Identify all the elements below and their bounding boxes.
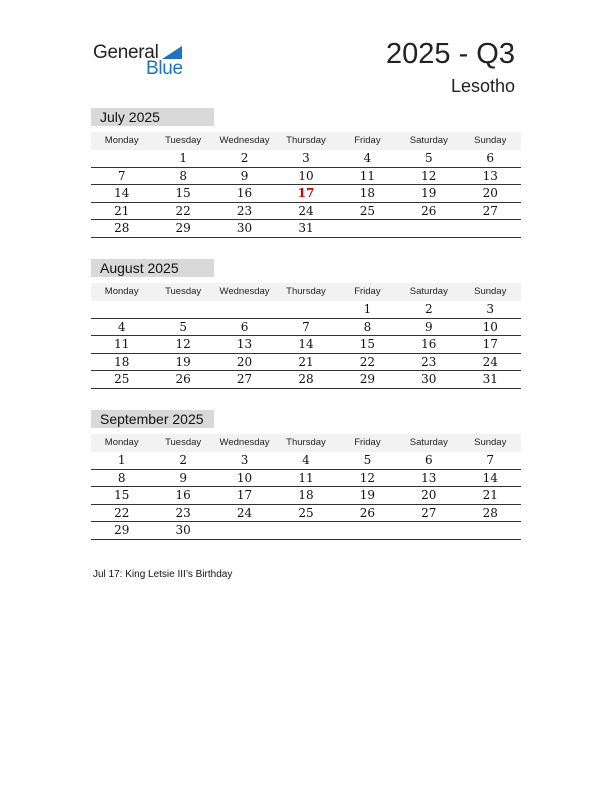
day-cell: 21	[114, 203, 130, 218]
day-cell: 18	[359, 186, 376, 200]
day-cell: 14	[114, 186, 130, 200]
day-cell: 22	[175, 203, 191, 218]
day-cell: 26	[359, 505, 376, 520]
country-name: Lesotho	[450, 76, 515, 96]
day-cell: 26	[175, 372, 191, 386]
weekday-label: Wednesday	[219, 437, 270, 448]
week-row	[91, 354, 521, 372]
day-cell: 25	[114, 372, 130, 386]
day-cell: 31	[482, 372, 498, 386]
weekday-label: Sunday	[474, 437, 507, 448]
day-cell: 2	[179, 453, 187, 467]
weekday-label: Monday	[104, 135, 139, 146]
week-row	[91, 168, 521, 186]
weekday-label: Saturday	[409, 286, 448, 297]
day-cell: 14	[298, 337, 314, 351]
day-cell: 20	[482, 186, 498, 200]
day-cell	[91, 150, 152, 167]
day-cell: 14	[482, 470, 498, 485]
day-cell: 13	[236, 337, 253, 351]
day-cell: 24	[298, 203, 314, 218]
day-cell: 11	[298, 470, 314, 485]
weekday-label: Saturday	[409, 135, 448, 146]
weekday-label: Sunday	[474, 286, 507, 297]
day-cell: 27	[482, 203, 498, 218]
weekday-label: Monday	[104, 286, 139, 297]
day-cell: 5	[179, 319, 187, 334]
day-cell: 6	[425, 453, 433, 467]
day-cell: 21	[298, 354, 314, 369]
day-cell: 26	[421, 203, 437, 218]
week-row	[91, 522, 521, 540]
day-cell: 5	[363, 453, 372, 467]
day-cell: 2	[240, 151, 249, 165]
holiday-note: Jul 17: King Letsie III’s Birthday	[93, 569, 233, 580]
day-cell: 24	[482, 354, 498, 369]
month-block	[91, 108, 521, 238]
weekday-label: Thursday	[286, 135, 326, 146]
month-title: July 2025	[91, 108, 214, 126]
month-title: August 2025	[91, 259, 214, 277]
weekday-header-row	[91, 283, 521, 301]
day-cell: 16	[175, 488, 191, 502]
weekday-label: Friday	[354, 286, 381, 297]
day-cell: 6	[240, 319, 249, 334]
day-cell	[91, 301, 152, 318]
day-cell: 28	[298, 372, 314, 386]
day-cell: 15	[114, 488, 130, 502]
day-cell: 7	[302, 319, 310, 334]
weekday-label: Tuesday	[165, 286, 202, 297]
week-row	[91, 220, 521, 238]
day-cell: 11	[114, 337, 130, 351]
day-cell: 25	[359, 203, 376, 218]
day-cell	[398, 522, 459, 539]
day-cell: 30	[236, 221, 253, 235]
weekday-label: Tuesday	[165, 437, 202, 448]
month-title: September 2025	[91, 410, 214, 428]
logo-blue-text: Blue	[146, 58, 183, 79]
day-cell: 10	[482, 319, 498, 334]
day-cell: 28	[482, 505, 498, 520]
week-row	[91, 371, 521, 389]
week-row	[91, 203, 521, 221]
week-row	[91, 150, 521, 168]
day-cell: 6	[486, 151, 495, 165]
day-cell: 4	[117, 319, 126, 334]
week-row	[91, 487, 521, 505]
day-cell: 8	[117, 470, 126, 485]
weekday-label: Friday	[354, 135, 381, 146]
day-cell	[275, 301, 336, 318]
day-cell: 9	[425, 319, 433, 334]
day-cell: 16	[236, 186, 253, 200]
weekday-label: Thursday	[286, 286, 326, 297]
day-cell: 8	[363, 319, 372, 334]
day-cell: 5	[425, 151, 433, 165]
day-cell	[214, 301, 275, 318]
day-cell: 1	[117, 453, 126, 467]
day-cell: 7	[117, 168, 126, 183]
day-cell: 13	[421, 470, 437, 485]
day-cell: 23	[236, 203, 253, 218]
day-cell	[337, 522, 398, 539]
day-cell: 2	[425, 302, 433, 316]
day-cell	[398, 220, 459, 237]
week-row	[91, 505, 521, 523]
day-cell: 19	[175, 354, 191, 369]
day-cell: 22	[114, 505, 130, 520]
week-row	[91, 319, 521, 337]
day-cell: 15	[359, 337, 376, 351]
page-title: 2025 - Q3	[386, 38, 515, 70]
weekday-label: Monday	[104, 437, 139, 448]
day-cell: 15	[175, 186, 191, 200]
day-cell: 10	[298, 168, 314, 183]
day-cell: 12	[421, 168, 437, 183]
day-cell: 17	[482, 337, 498, 351]
day-cell: 29	[114, 523, 130, 537]
weekday-label: Tuesday	[165, 135, 202, 146]
day-cell: 1	[179, 151, 187, 165]
day-cell: 24	[236, 505, 253, 520]
day-cell: 1	[363, 302, 372, 316]
day-cell: 19	[359, 488, 376, 502]
day-cell: 9	[179, 470, 187, 485]
day-cell: 16	[421, 337, 437, 351]
day-cell	[460, 522, 521, 539]
day-cell: 12	[175, 337, 191, 351]
weekday-label: Friday	[354, 437, 381, 448]
day-cell: 20	[421, 488, 437, 502]
month-block	[91, 410, 521, 540]
week-row	[91, 301, 521, 319]
day-cell: 3	[302, 151, 310, 165]
weekday-label: Thursday	[286, 437, 326, 448]
day-cell	[152, 301, 213, 318]
day-cell: 23	[175, 505, 191, 520]
day-cell: 9	[240, 168, 249, 183]
day-cell: 30	[421, 372, 437, 386]
day-cell	[275, 522, 336, 539]
day-cell: 21	[482, 488, 498, 502]
day-cell: 3	[240, 453, 249, 467]
weekday-label: Wednesday	[219, 135, 270, 146]
day-cell: 25	[298, 505, 314, 520]
day-cell: 8	[179, 168, 187, 183]
day-cell: 7	[486, 453, 495, 467]
day-cell: 19	[421, 186, 437, 200]
day-cell: 18	[298, 488, 314, 502]
holiday-day-cell: 17	[297, 186, 315, 200]
day-cell: 27	[421, 505, 437, 520]
day-cell	[214, 522, 275, 539]
week-row	[91, 336, 521, 354]
weekday-label: Sunday	[474, 135, 507, 146]
generalblue-logo	[93, 42, 193, 78]
day-cell: 11	[359, 168, 376, 183]
day-cell: 29	[359, 372, 376, 386]
day-cell: 4	[363, 151, 372, 165]
day-cell: 28	[114, 221, 130, 235]
week-row	[91, 452, 521, 470]
day-cell: 17	[236, 488, 253, 502]
day-cell: 3	[486, 302, 495, 316]
day-cell: 4	[302, 453, 310, 467]
day-cell: 31	[298, 221, 314, 235]
week-row	[91, 185, 521, 203]
day-cell	[460, 220, 521, 237]
weekday-header-row	[91, 132, 521, 150]
logo-general-text: General	[93, 42, 159, 63]
day-cell: 10	[236, 470, 253, 485]
weekday-label: Wednesday	[219, 286, 270, 297]
day-cell	[337, 220, 398, 237]
day-cell: 18	[114, 354, 130, 369]
day-cell: 20	[236, 354, 253, 369]
day-cell: 29	[175, 221, 191, 235]
weekday-header-row	[91, 434, 521, 452]
day-cell: 12	[359, 470, 376, 485]
day-cell: 23	[421, 354, 437, 369]
day-cell: 13	[482, 168, 498, 183]
month-block	[91, 259, 521, 389]
day-cell: 30	[175, 523, 191, 537]
day-cell: 22	[359, 354, 376, 369]
week-row	[91, 470, 521, 488]
day-cell: 27	[236, 372, 253, 386]
weekday-label: Saturday	[409, 437, 448, 448]
